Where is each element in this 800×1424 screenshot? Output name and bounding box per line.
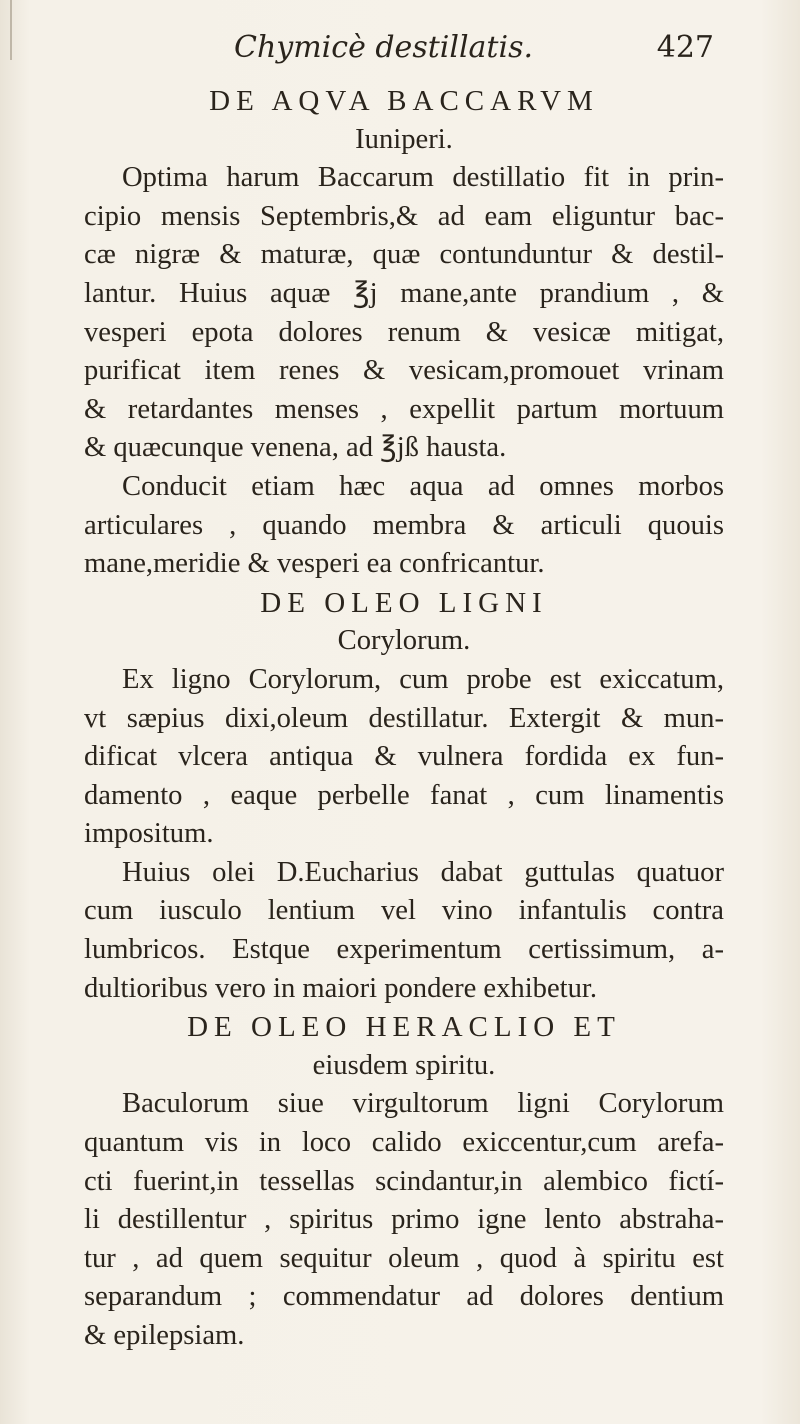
text-line: cipio mensis Septembris,& ad eam eliguntur bac- (84, 200, 724, 232)
text-line: separandum ; commendatur ad dolores dentium (84, 1281, 724, 1313)
text-line: & epilepsiam. (84, 1320, 245, 1351)
text-line: li destillentur , spiritus primo igne lento abstraha- (84, 1204, 724, 1236)
text-line: tur , ad quem sequitur oleum , quod à spiritu est (84, 1242, 724, 1274)
text-line: mane,meridie & vesperi ea confricantur. (84, 548, 545, 580)
page-number: 427 (656, 30, 714, 65)
text-line: damento , eaque perbelle fanat , cum linamentis (84, 779, 724, 811)
text-line: Huius olei D.Eucharius dabat guttulas quatuor (122, 856, 724, 888)
section-heading: DE OLEO LIGNI (260, 586, 548, 619)
text-line: dificat vlcera antiqua & vulnera fordida ex fun- (84, 741, 724, 773)
text-line: Iuniperi. (355, 123, 453, 155)
text-line: vt sæpius dixi,oleum destillatur. Extergit & mun- (84, 702, 724, 734)
text-line: cum iusculo lentium vel vino infantulis contra (84, 895, 724, 927)
section-heading: DE AQVA BACCARVM (209, 85, 599, 117)
text-line: Conducit etiam hæc aqua ad omnes morbos (122, 470, 724, 502)
text-line: Optima harum Baccarum destillatio fit in prin- (122, 162, 724, 194)
running-head-title: Chymicè destillatis. (234, 30, 534, 65)
text-line: cæ nigræ & maturæ, quæ contunduntur & destil- (84, 239, 724, 271)
text-line: purificat item renes & vesicam,promouet vrinam (84, 355, 724, 387)
text-block (84, 30, 724, 1356)
text-line: Ex ligno Corylorum, cum probe est exiccatum, (122, 663, 724, 695)
text-line: vesperi epota dolores renum & vesicæ mitigat, (84, 316, 724, 348)
text-line: & quæcunque venena, ad ℥jß hausta. (84, 432, 507, 464)
body-text (84, 82, 724, 1356)
text-line: Corylorum. (337, 625, 471, 657)
text-line: impositum. (84, 818, 214, 850)
text-line: quantum vis in loco calido exiccentur,cum arefa- (84, 1127, 724, 1159)
text-line: dultioribus vero in maiori pondere exhibetur. (84, 972, 597, 1004)
text-line: lumbricos. Estque experimentum certissimum, a- (84, 934, 724, 966)
text-line: & retardantes menses , expellit partum mortuum (84, 393, 724, 425)
text-line: lantur. Huius aquæ ℥j mane,ante prandium , & (84, 277, 724, 309)
page-edge-mark (10, 0, 12, 60)
text-line: cti fuerint,in tessellas scindantur,in alembico fictí- (84, 1165, 724, 1197)
text-line: Baculorum siue virgultorum ligni Corylorum (122, 1088, 724, 1120)
running-head (84, 30, 724, 82)
text-line: eiusdem spiritu. (312, 1049, 496, 1081)
section-heading: DE OLEO HERACLIO ET (187, 1011, 621, 1044)
text-line: articulares , quando membra & articuli quouis (84, 509, 724, 541)
